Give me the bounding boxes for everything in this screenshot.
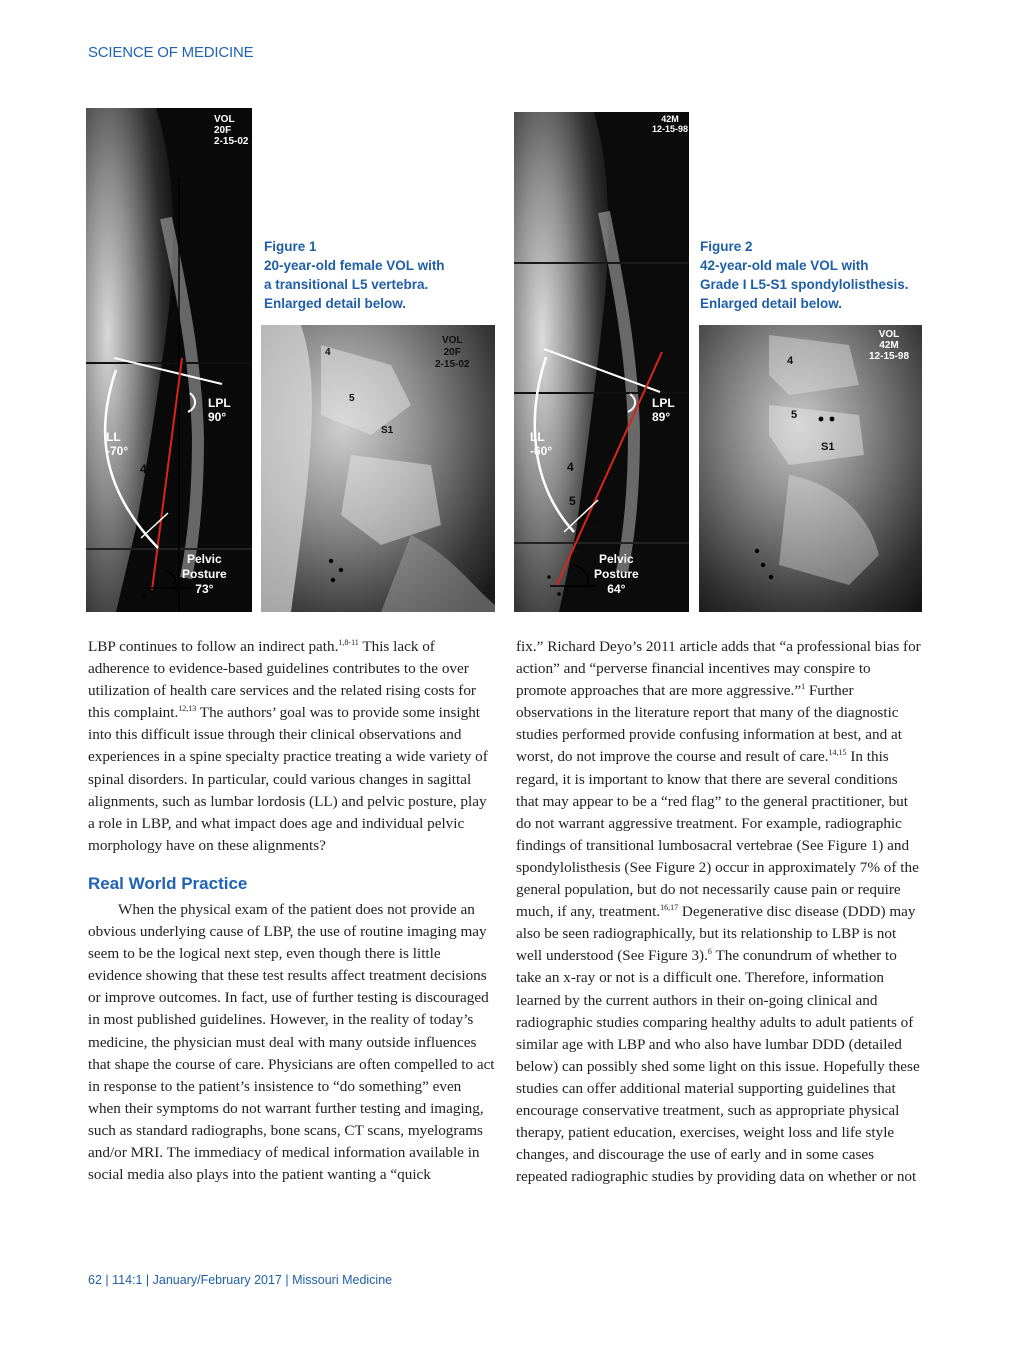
ll-label: LL -60°	[530, 430, 553, 458]
vertebra-label-s1: S1	[588, 513, 603, 527]
vertebra-label-l4: 4	[567, 460, 574, 474]
detail-vertebra-label-s1: S1	[381, 425, 394, 436]
lpl-label: LPL 90°	[208, 396, 231, 424]
figure1-main-xray	[86, 108, 252, 612]
vertebra-label-l4: 4	[140, 462, 147, 476]
detail-vertebra-label-4: 4	[787, 355, 794, 367]
pelvic-posture-label: Pelvic Posture 73°	[182, 552, 227, 596]
page-footer: 62 | 114:1 | January/February 2017 | Missouri Medicine	[88, 1273, 393, 1287]
figure2-main-xray	[514, 112, 689, 612]
paragraph-intro: LBP continues to follow an indirect path.$^{1,8-11}$ This lack of adherence to evidence-based guidelines contributes to the over utilization of health care services and the related rising costs for this complaint.$^{12,13}$ The authors’ goal was to provide some insight into this difficult issue through their clinical observations and experiences in a spine specialty practice treating a wide variety of spinal disorders. In particular, could various changes in sagittal alignments, such as lumbar lordosis (LL) and pelvic posture, play a role in LBP, and what impact does age and individual pelvic morphology have on these alignments?	[88, 638, 488, 854]
right-column	[516, 636, 922, 1188]
detail-vertebra-label-5: 5	[349, 393, 355, 404]
detail-vertebra-label-s1: S1	[821, 441, 835, 453]
figure2-detail-id-label: VOL 42M 12-15-98	[869, 329, 910, 362]
vertebra-label-t4: 4	[615, 182, 622, 196]
vertebra-label-l5: 5	[156, 486, 163, 500]
figure2-id-label: 42M 12-15-98	[652, 114, 689, 134]
figure1-id-label: VOL 20F 2-15-02	[214, 114, 249, 147]
figure2-caption: Figure 2 42-year-old male VOL with Grade I L5-S1 spondylolisthesis. Enlarged detail below.	[700, 239, 909, 311]
pelvic-posture-label: Pelvic Posture 64°	[594, 552, 639, 596]
figure1-detail-xray	[261, 325, 495, 612]
vertebra-label-l5: 5	[569, 494, 576, 508]
paragraph-continued: fix.” Richard Deyo’s 2011 article adds that “a professional bias for action” and “perverse financial incentives may conspire to promote approaches that are more aggressive.”$^1$ Further observations in the literature report that many of the diagnostic studies performed provide confusing information at best, and at worst, do not improve the course and result of care.$^{14,15}$ In this regard, it is important to know that there are several conditions that may appear to be a “red flag” to the general practitioner, but do not warrant aggressive treatment. For example, radiographic findings of transitional lumbosacral vertebrae (See Figure 1) and spondylolisthesis (See Figure 2) occur in approximately 7% of the general population, but do not necessarily cause pain or require much, if any, treatment.$^{16,17}$ Degenerative disc disease (DDD) may also be seen radiographically, but its relationship to LBP is not well understood (See Figure 3).$^6$ The conundrum of whether to take an x-ray or not is a difficult one. Therefore, information learned by the current authors in their on-going clinical and radiographic studies comparing healthy adults to adult patients of similar age with LBP and who also have lumbar DDD (detailed below) can possibly shed some light on this issue. Hopefully these studies can offer additional material supporting guidelines that encourage conservative treatment, such as appropriate physical therapy, patient education, exercises, weight loss and life style changes, and discourage the use of early and in some cases repeated radiographic studies by providing data on whether or not	[516, 638, 921, 1186]
detail-vertebra-label-4: 4	[325, 347, 331, 358]
ll-label: LL -70°	[106, 430, 129, 458]
section-title: SCIENCE OF MEDICINE	[88, 44, 254, 61]
paragraph-real-world: When the physical exam of the patient does not provide an obvious underlying cause of LBP, the use of routine imaging may seem to be the logical next step, even though there is little evidence showing that these test results affect treatment decisions or improve outcomes. In fact, use of further testing is discouraged in most published guidelines. However, in the reality of today’s medicine, the physician must deal with many outside influences that shape the course of care. Physicians are often compelled to act in response to the patient’s insistence to “do something” even when their symptoms do not warrant further testing and imaging, such as standard radiographs, bone scans, CT scans, myelograms and/or MRI. The immediacy of medical information available in social media also plays into the patient wanting a “quick	[88, 900, 495, 1184]
vertebra-label-t4: 4	[173, 192, 180, 206]
left-column	[88, 636, 496, 1186]
figure2-detail-xray	[699, 325, 922, 612]
vertebra-label-t12: 12	[162, 352, 176, 366]
figure1-detail-id-label: VOL 20F 2-15-02	[435, 335, 470, 370]
vertebra-label-t12: 12	[598, 351, 612, 365]
section-heading: Real World Practice	[88, 873, 248, 893]
lpl-label: LPL 89°	[652, 396, 675, 424]
detail-vertebra-label-5: 5	[791, 409, 798, 421]
vertebra-label-s1: S1	[170, 504, 185, 518]
figure1-caption: Figure 1 20-year-old female VOL with a transitional L5 vertebra. Enlarged detail below.	[264, 239, 445, 311]
